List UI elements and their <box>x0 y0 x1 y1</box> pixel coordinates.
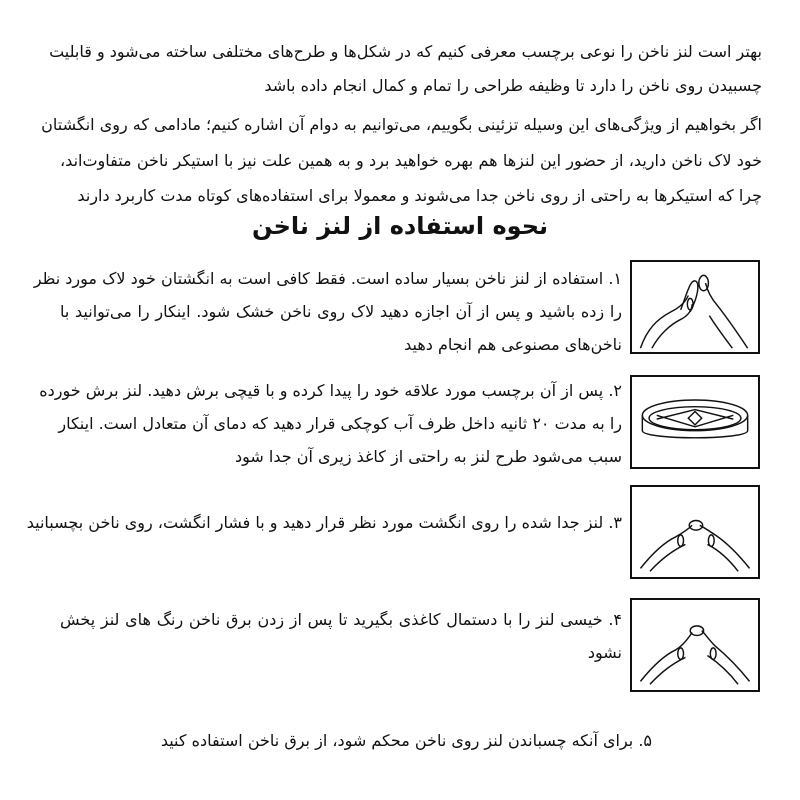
text-line: را زده باشید و پس از آن اجازه دهید لاک روی ناخن خشک شود. اینکار را می‌توانید با <box>60 302 622 321</box>
hands-applying-nail-icon <box>630 260 760 354</box>
text-line: خود لاک ناخن دارید، از حضور این لنزها هم بهره خواهید برد و به همین علت نیز با استیکر ناخن متفاوت‌اند، <box>60 151 762 170</box>
text-line: اگر بخواهیم از ویژگی‌های این وسیله تزئینی بگوییم، می‌توانیم به دوام آن اشاره کنیم؛ مادامی که روی انگشتان <box>41 115 762 134</box>
step-3-text <box>26 506 622 539</box>
text-line: ۳. لنز جدا شده را روی انگشت مورد نظر قرار دهید و با فشار انگشت، روی ناخن بچسبانید <box>26 513 622 532</box>
text-line: بهتر است لنز ناخن را نوعی برچسب معرفی کنیم که در شکل‌ها و طرح‌های مختلفی ساخته می‌شود و قابلیت <box>49 42 762 61</box>
text-line: سبب می‌شود طرح لنز به راحتی از کاغذ زیری آن جدا شود <box>235 447 622 466</box>
step-4-text <box>60 603 622 669</box>
step-5-text <box>100 724 652 757</box>
section-title: نحوه استفاده از لنز ناخن <box>251 212 549 240</box>
text-line: ناخن‌های مصنوعی هم انجام دهید <box>404 335 622 354</box>
water-bowl-icon <box>630 375 760 469</box>
text-line: ۲. پس از آن برچسب مورد علاقه خود را پیدا کرده و با قیچی برش دهید. لنز برش خورده <box>39 381 622 400</box>
text-line: را به مدت ۲۰ ثانیه داخل ظرف آب کوچکی قرار دهید که دمای آن متعادل است. اینکار <box>58 414 622 433</box>
step-2-text <box>39 374 622 473</box>
text-line: ۴. خیسی لنز را با دستمال کاغذی بگیرید تا پس از زدن برق ناخن رنگ های لنز پخش <box>60 610 622 629</box>
text-line: ۵. برای آنکه چسباندن لنز روی ناخن محکم شود، از برق ناخن استفاده کنید <box>160 731 652 750</box>
hands-drying-nail-icon <box>630 598 760 692</box>
text-line: چرا که استیکرها به راحتی از روی ناخن جدا می‌شوند و معمولا برای استفاده‌های کوتاه مدت کاربرد دارند <box>77 186 762 205</box>
text-line: نشود <box>587 643 622 662</box>
text-line: ۱. استفاده از لنز ناخن بسیار ساده است. فقط کافی است به انگشتان خود لاک مورد نظر <box>33 269 622 288</box>
hands-pressing-nail-icon <box>630 485 760 579</box>
step-1-text <box>33 262 622 361</box>
text-line: چسبیدن روی ناخن را دارد تا وظیفه طراحی را تمام و کمال انجام داده باشد <box>264 76 762 95</box>
